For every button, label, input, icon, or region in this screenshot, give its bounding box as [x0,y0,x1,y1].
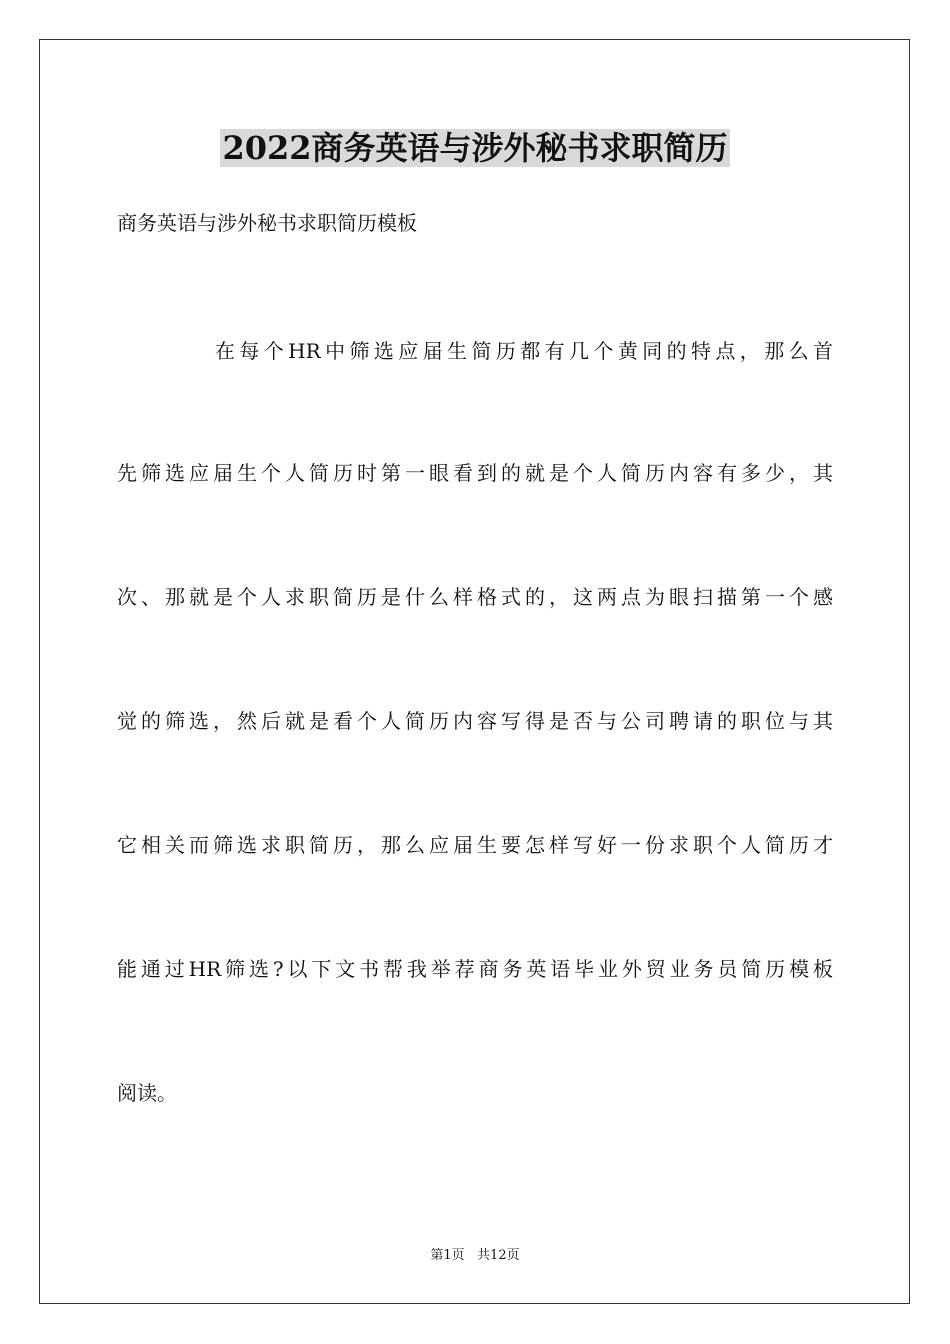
document-subtitle: 商务英语与涉外秘书求职简历模板 [117,211,417,235]
page-footer: 第1页 共12页 [430,1248,520,1263]
paragraph-line-1: 在每个HR中筛选应届生简历都有几个黄同的特点，那么首 [215,339,833,363]
paragraph-line-2: 先筛选应届生个人简历时第一眼看到的就是个人简历内容有多少，其 [117,461,833,485]
document-title [0,126,950,170]
document-title-text: 2022商务英语与涉外秘书求职简历 [222,129,728,167]
paragraph-line-7: 阅读。 [117,1081,177,1105]
paragraph-line-5: 它相关而筛选求职简历，那么应届生要怎样写好一份求职个人简历才 [117,833,833,857]
paragraph-line-3: 次、那就是个人求职简历是什么样格式的，这两点为眼扫描第一个感 [117,585,833,609]
paragraph-line-6: 能通过HR筛选?以下文书帮我举荐商务英语毕业外贸业务员简历模板 [117,957,833,981]
paragraph-line-4: 觉的筛选，然后就是看个人简历内容写得是否与公司聘请的职位与其 [117,709,833,733]
